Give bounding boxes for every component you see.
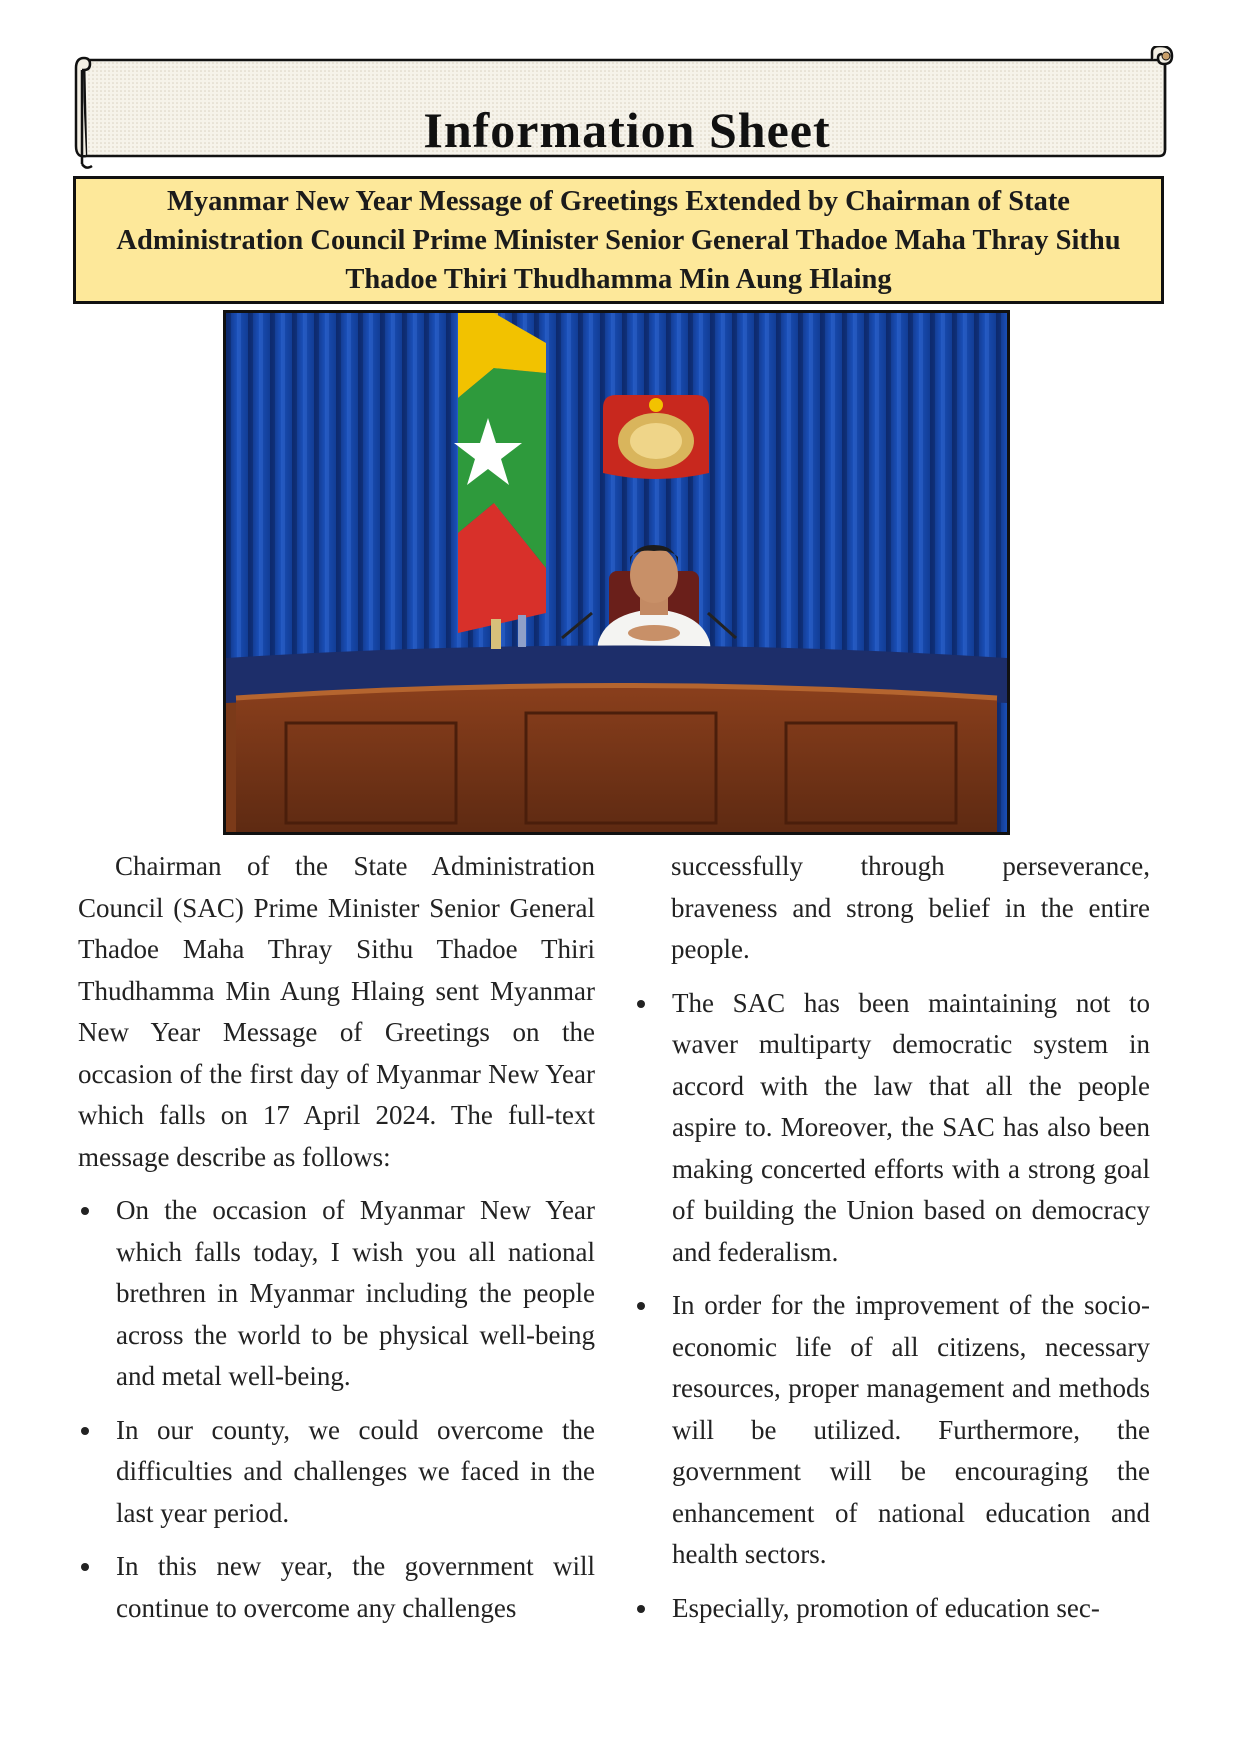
state-emblem	[603, 395, 709, 479]
bullet-icon	[81, 1563, 89, 1571]
photo	[223, 310, 1010, 835]
bullet-icon	[637, 1605, 645, 1613]
right-column	[671, 846, 1150, 1629]
list-item	[634, 1285, 1150, 1576]
bullet-icon	[637, 1000, 645, 1008]
list-item-text: In our county, we could overcome the difficulties and challenges we faced in the last year period.	[116, 1414, 595, 1528]
list-item	[78, 1410, 595, 1535]
right-bullet-list	[634, 983, 1150, 1630]
list-item	[634, 1588, 1150, 1630]
headline-box	[73, 176, 1164, 304]
bullet-icon	[81, 1427, 89, 1435]
list-item	[78, 1190, 595, 1398]
list-item-text: In order for the improvement of the socio-economic life of all citizens, necessary resources, proper management and methods will be utilized. Furthermore, the government will be encouraging the enhancement of national education and health sectors.	[672, 1290, 1150, 1569]
list-item-text: Especially, promotion of education sec-	[672, 1592, 1100, 1623]
list-item-text: The SAC has been maintaining not to waver multiparty democratic system in accord with the law that all the people aspire to. Moreover, the SAC has also been making concerted efforts with a strong goal of building the Union based on democracy and federalism.	[672, 987, 1150, 1267]
intro-paragraph: Chairman of the State Administration Council (SAC) Prime Minister Senior General Thadoe Maha Thray Sithu Thadoe Thiri Thudhamma Min Aung Hlaing sent Myanmar New Year Message of Greetings on the occasion of the first day of Myanmar New Year which falls on 17 April 2024. The full-text message describe as follows:	[78, 851, 595, 1172]
page-title: Information Sheet	[423, 102, 831, 158]
bullet-icon	[637, 1302, 645, 1310]
list-item	[78, 1546, 595, 1629]
bullet-icon	[81, 1207, 89, 1215]
list-item-text: On the occasion of Myanmar New Year which falls today, I wish you all national brethren in Myanmar including the people across the world to be physical well-being and metal well-being.	[116, 1195, 595, 1391]
headline-text: Myanmar New Year Message of Greetings Extended by Chairman of State Administration Council Prime Minister Senior General Thadoe Maha Thray Sithu Thadoe Thiri Thudhamma Min Aung Hlaing	[116, 185, 1121, 295]
left-column	[78, 846, 595, 1629]
list-item-text: In this new year, the government will continue to overcome any challenges	[116, 1551, 595, 1623]
title-banner	[72, 46, 1182, 170]
continued-text: successfully through perseverance, braveness and strong belief in the entire people.	[671, 851, 1150, 964]
official-photo	[226, 313, 1007, 832]
list-item	[634, 983, 1150, 1274]
left-bullet-list	[78, 1190, 595, 1629]
